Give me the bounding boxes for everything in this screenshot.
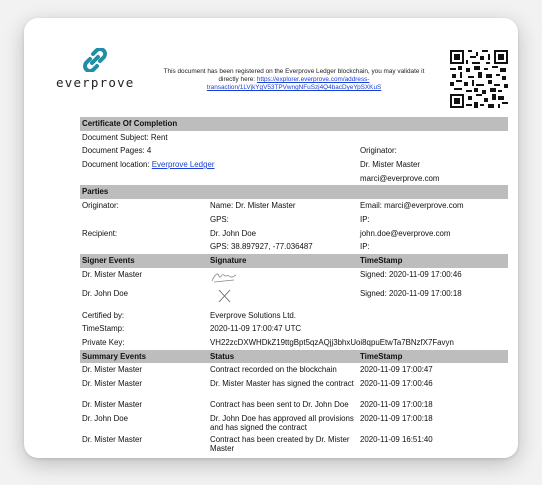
originator-label: Originator: bbox=[360, 146, 397, 156]
parties-header: Parties bbox=[80, 185, 508, 199]
logo-wordmark: everprove bbox=[56, 75, 135, 90]
timestamp-row: TimeStamp: 2020-11-09 17:00:47 UTC bbox=[82, 324, 302, 334]
signer-events-header: Signer Events Signature TimeStamp bbox=[80, 254, 508, 268]
private-key: VH22zcDXWHDkZ19ttgBpt5qzAQjj3bhxUoi8qpuEtwTa7BNzfX7Favyn bbox=[210, 337, 454, 347]
document-subject: Document Subject: Rent bbox=[82, 132, 168, 142]
summary-row: Dr. Mister Master Contract recorded on the blockchain 2020-11-09 17:00:47 bbox=[82, 365, 433, 375]
certified-by-row: Certified by: Everprove Solutions Ltd. bbox=[82, 310, 296, 320]
blockchain-notice bbox=[154, 68, 434, 92]
originator-name: Dr. Mister Master bbox=[360, 160, 421, 170]
pages-row bbox=[80, 144, 508, 158]
certificate-table bbox=[80, 117, 508, 454]
signature-cross-icon bbox=[210, 287, 238, 305]
qr-code bbox=[450, 50, 508, 108]
subject-row bbox=[80, 131, 508, 145]
signer-row: Dr. John Doe Signed: 2020-11-09 17:00:18 bbox=[80, 287, 508, 306]
summary-row: Dr. Mister Master Contract has been created by Dr. Mister Master 2020-11-09 16:51:40 bbox=[82, 434, 433, 453]
originator-gps-row: GPS: IP: bbox=[210, 214, 370, 224]
notice-text: This document has been registered on the Everprove Ledger blockchain, you may validate it directly here: bbox=[163, 68, 425, 83]
summary-row: Dr. Mister Master Contract has been sent to Dr. John Doe 2020-11-09 17:00:18 bbox=[82, 400, 433, 409]
summary-row: Dr. Mister Master Dr. Mister Master has signed the contract 2020-11-09 17:00:46 bbox=[82, 379, 433, 388]
document-pages: Document Pages: 4 bbox=[82, 146, 152, 156]
private-key-row: Private Key: VH22zcDXWHDkZ19ttgBpt5qzAQjj3bhxUoi8qpuEtwTa7BNzfX7Favyn bbox=[82, 337, 454, 347]
originator-email-row bbox=[80, 172, 508, 186]
summary-row: Dr. John Doe Dr. John Doe has approved all provisions and has signed the contract 2020-11-09 17:00:18 bbox=[82, 413, 433, 432]
document-location: Document location: Everprove Ledger bbox=[82, 160, 215, 170]
everprove-logo bbox=[56, 48, 134, 90]
originator-email: marci@everprove.com bbox=[360, 173, 440, 183]
originator-party-row: Originator: Name: Dr. Mister Master Email: marci@everprove.com bbox=[82, 201, 464, 211]
location-link[interactable]: Everprove Ledger bbox=[151, 160, 215, 170]
signature-scribble-icon bbox=[210, 268, 238, 286]
location-row bbox=[80, 158, 508, 172]
chain-link-icon bbox=[80, 48, 110, 72]
certificate-card bbox=[24, 18, 518, 458]
summary-events-header: Summary Events Status TimeStamp bbox=[80, 350, 508, 364]
recipient-gps-row: GPS: 38.897927, -77.036487 IP: bbox=[210, 242, 370, 252]
validation-link[interactable]: https://explorer.everprove.com/address-transaction/1LVjkYgV53TPVwngNFuSzj4Q4bacDyeYpSXKuS bbox=[206, 76, 382, 91]
completion-header: Certificate Of Completion bbox=[80, 117, 508, 131]
signer-row: Dr. Mister Master Signed: 2020-11-09 17:00:46 bbox=[80, 268, 508, 287]
recipient-party-row: Recipient: Dr. John Doe john.doe@everprove.com bbox=[82, 228, 451, 238]
